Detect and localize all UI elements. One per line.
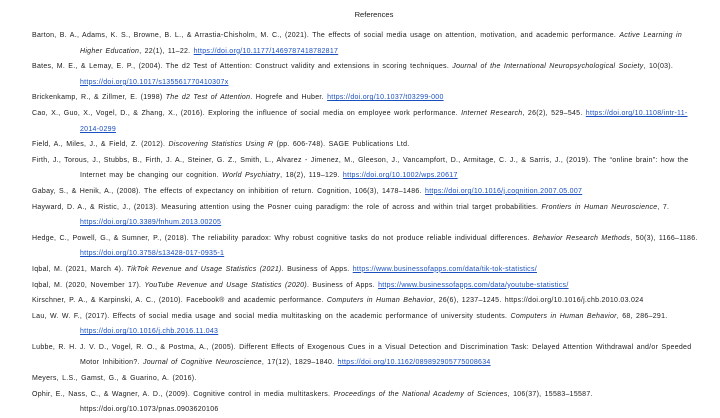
reference-entry <box>32 153 706 184</box>
reference-text: Kirschner, P. A., & Karpinski, A. C., (2010). Facebook® and academic performance. <box>32 297 327 305</box>
reference-entry <box>32 106 706 137</box>
reference-details: , 26(2), 529–545. <box>522 109 586 117</box>
reference-details: (pp. 606-748). SAGE Publications Ltd. <box>273 141 410 149</box>
reference-source-title: Frontiers in Human Neuroscience <box>541 203 658 211</box>
reference-entry <box>32 293 706 309</box>
reference-source-title: TikTok Revenue and Usage Statistics (2021) <box>126 265 282 273</box>
reference-source-title: Computers in Human Behavior <box>326 297 434 305</box>
reference-details: , 68, 286–291. <box>616 312 668 320</box>
reference-text: Meyers, L.S., Gamst, G., & Guarino, A. (2016). <box>32 375 197 383</box>
reference-source-title: The d2 Test of Attention <box>165 94 251 102</box>
reference-source-title: Discovering Statistics Using R <box>168 141 274 149</box>
reference-source-title: Internet Research <box>461 109 523 117</box>
reference-source-title: Computers in Human Behavior <box>510 312 617 320</box>
doi-link[interactable]: https://doi.org/10.1037/t03299-000 <box>327 94 444 102</box>
reference-text: Firth, J., Torous, J., Stubbs, B., Firth, J. A., Steiner, G. Z., Smith, L., Alvarez - Jimenez, M., Gleeson, J., Vancampfort, D., Armitage, C. J., & Sarris, J., (2019). The “online brain”: how the Internet may be changing our cognition. <box>32 156 689 180</box>
reference-entry <box>32 28 706 59</box>
reference-details: . Business of Apps. <box>281 265 353 273</box>
doi-link[interactable]: https://doi.org/10.1016/j.chb.2016.11.043 <box>80 328 219 336</box>
reference-entry <box>32 278 706 294</box>
reference-source-title: YouTube Revenue and Usage Statistics (2020) <box>144 281 307 289</box>
doi-link[interactable]: https://doi.org/10.3758/s13428-017-0935-1 <box>80 250 225 258</box>
reference-source-title: World Psychiatry <box>222 172 281 180</box>
reference-text: Bates, M. E., & Lemay, E. P., (2004). The d2 Test of Attention: Construct validity and extensions in scoring techniques. <box>32 63 453 71</box>
doi-link[interactable]: https://doi.org/10.1017/s135561770410307x <box>80 78 229 86</box>
reference-text: Field, A., Miles, J., & Field, Z. (2012). <box>32 141 169 149</box>
reference-entry <box>32 137 706 153</box>
reference-details: . Hogrefe and Huber. <box>250 94 328 102</box>
doi-link[interactable]: https://doi.org/10.3389/fnhum.2013.00205 <box>80 219 222 227</box>
reference-source-title: Journal of the International Neuropsychological Society <box>452 63 644 71</box>
reference-source-title: Journal of Cognitive Neuroscience <box>142 359 262 367</box>
page-title: References <box>354 10 394 19</box>
reference-source-title: Active Learning in Higher Education <box>80 32 683 55</box>
doi-link[interactable]: https://doi.org/10.1108/intr-11-2014-0299 <box>80 109 688 133</box>
reference-text: Hedge, C., Powell, G., & Sumner, P., (2018). The reliability paradox: Why robust cognitive tasks do not produce reliable individual differences. <box>32 234 533 242</box>
reference-text: Lau, W. W. F., (2017). Effects of social media usage and social media multitasking on the academic performance of university students. <box>32 312 511 320</box>
doi-link[interactable]: https://doi.org/10.1177/1469787418782817 <box>193 47 339 55</box>
reference-details: , 22(1), 11–22. <box>139 47 194 55</box>
reference-entry <box>32 90 706 106</box>
doi-link[interactable]: https://www.businessofapps.com/data/tik-tok-statistics/ <box>352 265 537 273</box>
reference-entry <box>32 200 706 231</box>
reference-source-title: Behavior Research Methods <box>532 234 631 242</box>
reference-text: Cao, X., Guo, X., Vogel, D., & Zhang, X., (2016). Exploring the influence of social media on employee work performance. <box>32 109 462 117</box>
reference-list <box>32 28 706 418</box>
reference-source-title: Proceedings of the National Academy of Sciences <box>333 390 508 398</box>
reference-text: Lubbe, R. H. J. V. D., Vogel, R. O., & Postma, A., (2005). Different Effects of Exogenous Cues in a Visual Detection and Discrimination Task: Delayed Attention Withdrawal and/or Speeded Motor Inhibition?. <box>32 343 692 367</box>
reference-details: . Business of Apps. <box>306 281 379 289</box>
reference-entry <box>32 387 706 418</box>
reference-details: , 17(12), 1829–1840. <box>261 359 338 367</box>
reference-entry <box>32 59 706 90</box>
reference-entry <box>32 340 706 371</box>
reference-text: Barton, B. A., Adams, K. S., Browne, B. L., & Arrastia-Chisholm, M. C., (2021). The effects of social media usage on attention, motivation, and academic performance. <box>32 32 620 39</box>
reference-details: , 10(03). <box>643 63 674 71</box>
reference-text: Gabay, S., & Henik, A., (2008). The effects of expectancy on inhibition of return. Cognition, 106(3), 1478–1486. <box>32 187 426 195</box>
reference-details: , 18(2), 119–129. <box>280 172 343 180</box>
reference-details: , 26(6), 1237–1245. https://doi.org/10.1016/j.chb.2010.03.024 <box>433 297 644 305</box>
doi-link[interactable]: https://www.businessofapps.com/data/youtube-statistics/ <box>378 281 569 289</box>
reference-entry <box>32 371 706 387</box>
doi-link[interactable]: https://doi.org/10.1162/089892905775008634 <box>337 359 491 367</box>
reference-details: , 50(3), 1166–1186. <box>630 234 698 242</box>
doi-link[interactable]: https://doi.org/10.1016/j.cognition.2007.05.007 <box>425 187 583 195</box>
doi-link[interactable]: https://doi.org/10.1002/wps.20617 <box>342 172 458 180</box>
reference-text: Hayward, D. A., & Ristic, J., (2013). Measuring attention using the Posner cuing paradigm: the role of across and within trial target probabilities. <box>32 203 542 211</box>
reference-text: Ophir, E., Nass, C., & Wagner, A. D., (2009). Cognitive control in media multitaskers. <box>32 390 334 398</box>
reference-entry <box>32 184 706 200</box>
reference-entry <box>32 309 706 340</box>
reference-details: , 7. <box>657 203 670 211</box>
reference-details: , 106(37), 15583–15587. https://doi.org/10.1073/pnas.0903620106 <box>80 390 593 414</box>
reference-entry <box>32 262 706 278</box>
reference-entry <box>32 231 706 262</box>
reference-text: Iqbal, M. (2020, November 17). <box>32 281 145 289</box>
reference-text: Brickenkamp, R., & Zillmer, E. (1998) <box>32 94 166 102</box>
reference-text: Iqbal, M. (2021, March 4). <box>32 265 127 273</box>
